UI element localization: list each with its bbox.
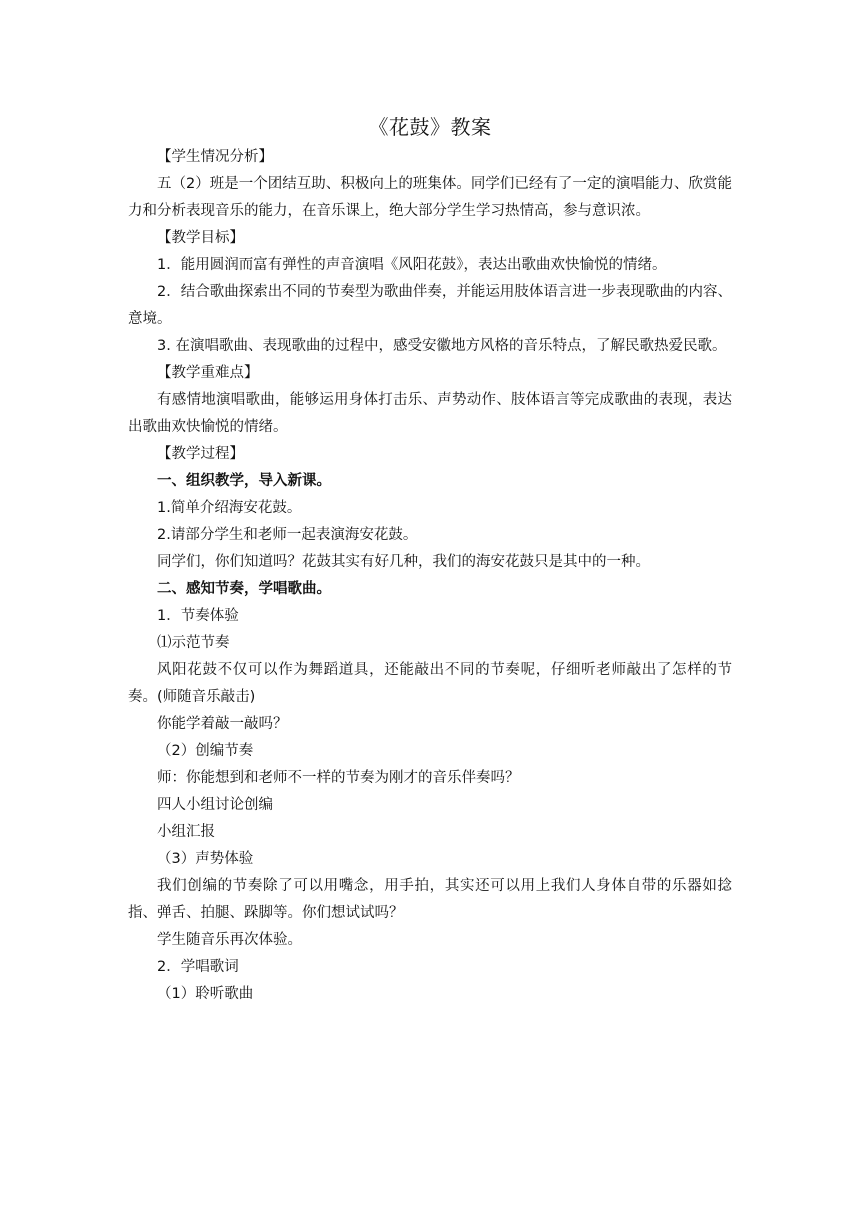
paragraph: 有感情地演唱歌曲，能够运用身体打击乐、声势动作、肢体语言等完成歌曲的表现，表达出歌曲欢快愉悦的情绪。 [128,392,732,435]
paragraph: 同学们，你们知道吗？花鼓其实有好几种，我们的海安花鼓只是其中的一种。 [157,554,650,570]
heading-key-points: 【教学重难点】 [157,365,259,381]
document-title: 《花鼓》教案 [368,115,492,139]
section-heading: 一、组织教学，导入新课。 [157,473,331,489]
section-heading: 二、感知节奏，学唱歌曲。 [157,581,331,597]
paragraph: 3. 在演唱歌曲、表现歌曲的过程中，感受安徽地方风格的音乐特点，了解民歌热爱民歌。 [157,338,727,354]
paragraph: （1）聆听歌曲 [157,986,254,1002]
paragraph: 2．结合歌曲探索出不同的节奏型为歌曲伴奏，并能运用肢体语言进一步表现歌曲的内容、意境。 [128,284,732,327]
paragraph: 四人小组讨论创编 [157,797,273,813]
paragraph: 五（2）班是一个团结互助、积极向上的班集体。同学们已经有了一定的演唱能力、欣赏能力和分析表现音乐的能力，在音乐课上，绝大部分学生学习热情高，参与意识浓。 [128,176,732,219]
paragraph: 风阳花鼓不仅可以作为舞蹈道具，还能敲出不同的节奏呢，仔细听老师敲出了怎样的节奏。(师随音乐敲击) [128,662,732,705]
paragraph: 我们创编的节奏除了可以用嘴念，用手拍，其实还可以用上我们人身体自带的乐器如捻指、弹舌、拍腿、跺脚等。你们想试试吗？ [128,878,732,921]
paragraph: 小组汇报 [157,824,215,840]
paragraph: 1.简单介绍海安花鼓。 [157,500,302,516]
paragraph: （2）创编节奏 [157,743,254,759]
paragraph: ⑴示范节奏 [157,635,230,651]
paragraph: 1．节奏体验 [157,608,239,624]
paragraph: 1．能用圆润而富有弹性的声音演唱《风阳花鼓》，表达出歌曲欢快愉悦的情绪。 [157,257,667,273]
paragraph: （3）声势体验 [157,851,254,867]
paragraph: 2．学唱歌词 [157,959,239,975]
heading-student-analysis: 【学生情况分析】 [157,149,273,165]
heading-teaching-process: 【教学过程】 [157,446,244,462]
paragraph: 师：你能想到和老师不一样的节奏为刚才的音乐伴奏吗？ [157,770,520,786]
paragraph: 学生随音乐再次体验。 [157,932,302,948]
document-body [128,144,732,1008]
heading-teaching-goals: 【教学目标】 [157,230,244,246]
paragraph: 2.请部分学生和老师一起表演海安花鼓。 [157,527,418,543]
paragraph: 你能学着敲一敲吗？ [157,716,288,732]
